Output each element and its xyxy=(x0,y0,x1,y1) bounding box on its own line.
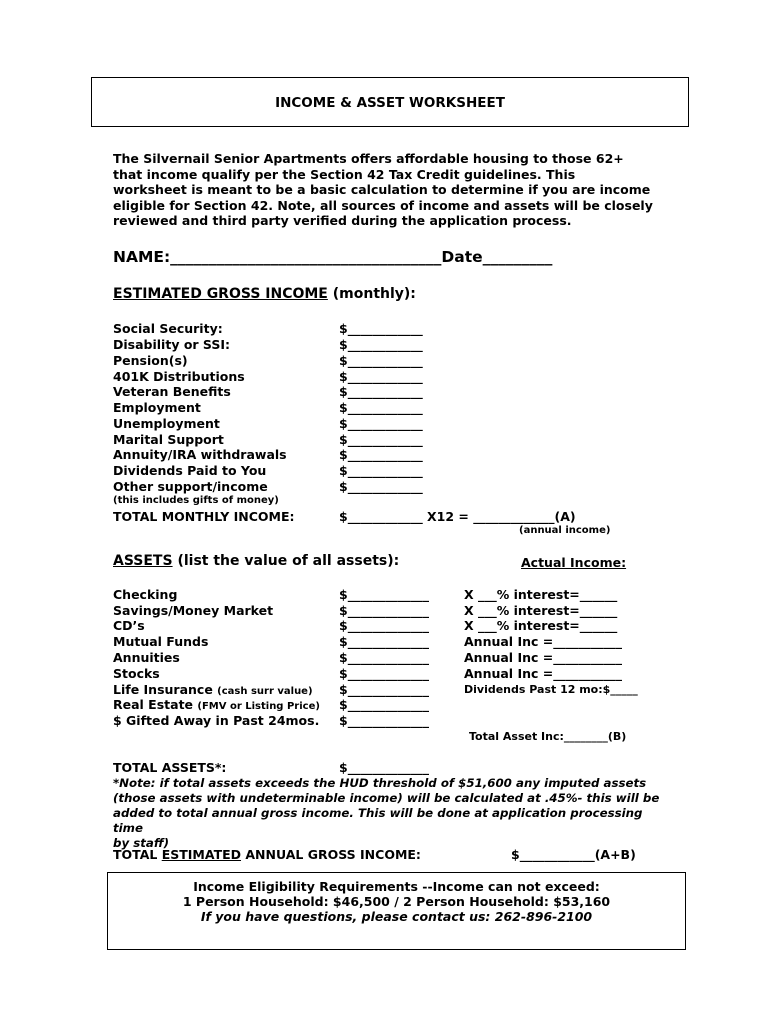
asset-field-mutual-funds[interactable]: $_____________ xyxy=(339,634,429,649)
asset-label-text: Checking xyxy=(113,587,178,602)
note-line: *Note: if total assets exceeds the HUD threshold of $51,600 any imputed assets xyxy=(113,776,647,790)
income-label-veteran: Veteran Benefits xyxy=(113,384,231,399)
asset-field-savings[interactable]: $_____________ xyxy=(339,603,429,618)
assets-heading-title: ASSETS xyxy=(113,553,173,569)
asset-label-life-insurance xyxy=(113,682,313,697)
income-label-dividends: Dividends Paid to You xyxy=(113,463,267,478)
asset-calc-annuities[interactable]: Annual Inc =___________ xyxy=(464,650,622,665)
income-heading-suffix: (monthly): xyxy=(327,286,416,302)
asset-label-real-estate xyxy=(113,697,320,712)
grand-total-label xyxy=(113,847,421,862)
asset-label-text: CD’s xyxy=(113,618,145,633)
asset-label-text: Savings/Money Market xyxy=(113,603,274,618)
income-label-social-security: Social Security: xyxy=(113,321,223,336)
asset-label-stocks xyxy=(113,666,160,681)
asset-label-text: Annuities xyxy=(113,650,180,665)
asset-label-checking xyxy=(113,587,177,602)
name-date-field[interactable]: NAME:___________________________________Date_________ xyxy=(113,248,553,266)
income-field-unemployment[interactable]: $____________ xyxy=(339,416,423,431)
asset-label-cds xyxy=(113,618,145,633)
asset-label-savings xyxy=(113,603,273,618)
total-assets-label: TOTAL ASSETS*: xyxy=(113,760,227,775)
grand-total-underlined: ESTIMATED xyxy=(161,847,242,862)
income-field-employment[interactable]: $____________ xyxy=(339,400,423,415)
intro-line: eligible for Section 42. Note, all sources of income and assets will be closely xyxy=(113,197,653,213)
asset-calc-cds[interactable]: X ___% interest=______ xyxy=(464,618,618,633)
intro-line: worksheet is meant to be a basic calculation to determine if you are income xyxy=(113,182,651,198)
total-monthly-income-label: TOTAL MONTHLY INCOME: xyxy=(113,509,295,524)
asset-label-text: Life Insurance xyxy=(113,682,218,697)
income-label-other-support: Other support/income xyxy=(113,479,268,494)
gifts-note: (this includes gifts of money) xyxy=(113,495,279,506)
asset-calc-savings[interactable]: X ___% interest=______ xyxy=(464,603,618,618)
asset-label-text: $ Gifted Away in Past 24mos. xyxy=(113,713,320,728)
income-label-401k: 401K Distributions xyxy=(113,369,245,384)
income-label-marital-support: Marital Support xyxy=(113,432,224,447)
income-label-unemployment: Unemployment xyxy=(113,416,220,431)
actual-income-heading: Actual Income: xyxy=(521,555,627,570)
asset-calc-dividends[interactable]: Dividends Past 12 mo:$_____ xyxy=(464,683,638,696)
income-label-pension: Pension(s) xyxy=(113,353,188,368)
grand-total-prefix: TOTAL xyxy=(113,847,162,862)
asset-label-suffix: (cash surr value) xyxy=(217,686,313,697)
assets-heading-suffix: (list the value of all assets): xyxy=(172,553,400,569)
asset-calc-mutual-funds[interactable]: Annual Inc =___________ xyxy=(464,634,622,649)
income-field-other-support[interactable]: $____________ xyxy=(339,479,423,494)
asset-label-text: Mutual Funds xyxy=(113,634,209,649)
income-heading xyxy=(113,286,416,302)
asset-field-life-insurance[interactable]: $_____________ xyxy=(339,682,429,697)
asset-label-suffix: (FMV or Listing Price) xyxy=(197,701,320,712)
grand-total-suffix: ANNUAL GROSS INCOME: xyxy=(241,847,421,862)
asset-field-stocks[interactable]: $_____________ xyxy=(339,666,429,681)
income-label-employment: Employment xyxy=(113,400,201,415)
note-line: (those assets with undeterminable income) will be calculated at .45%- this will be xyxy=(113,791,660,805)
grand-total-field[interactable]: $____________(A+B) xyxy=(511,847,636,862)
contact-info: If you have questions, please contact us: 262-896-2100 xyxy=(200,909,593,924)
asset-calc-checking[interactable]: X ___% interest=______ xyxy=(464,587,618,602)
asset-field-annuities[interactable]: $_____________ xyxy=(339,650,429,665)
income-field-pension[interactable]: $____________ xyxy=(339,353,423,368)
eligibility-box xyxy=(107,872,686,950)
total-asset-income-field[interactable]: Total Asset Inc:________(B) xyxy=(469,730,627,743)
income-field-annuity-ira[interactable]: $____________ xyxy=(339,447,423,462)
note-line: by staff) xyxy=(113,836,170,850)
total-monthly-income-field[interactable]: $____________ X12 = _____________(A) xyxy=(339,509,576,524)
income-field-dividends[interactable]: $____________ xyxy=(339,463,423,478)
income-field-social-security[interactable]: $____________ xyxy=(339,321,423,336)
title-box xyxy=(91,77,689,127)
asset-calc-stocks[interactable]: Annual Inc =___________ xyxy=(464,666,622,681)
income-field-veteran[interactable]: $____________ xyxy=(339,384,423,399)
asset-field-real-estate[interactable]: $_____________ xyxy=(339,697,429,712)
eligibility-limits: 1 Person Household: $46,500 / 2 Person Household: $53,160 xyxy=(182,894,611,909)
annual-income-note: (annual income) xyxy=(519,525,611,536)
asset-field-gifted-away[interactable]: $_____________ xyxy=(339,713,429,728)
note-line: added to total annual gross income. This will be done at application processing time xyxy=(113,806,643,835)
intro-line: reviewed and third party verified during the application process. xyxy=(113,213,572,229)
hud-threshold-note xyxy=(113,776,673,851)
total-assets-field[interactable]: $_____________ xyxy=(339,760,429,775)
asset-label-gifted-away xyxy=(113,713,319,728)
asset-label-annuities xyxy=(113,650,180,665)
asset-field-checking[interactable]: $_____________ xyxy=(339,587,429,602)
income-label-disability: Disability or SSI: xyxy=(113,337,231,352)
income-field-disability[interactable]: $____________ xyxy=(339,337,423,352)
page-title: INCOME & ASSET WORKSHEET xyxy=(275,95,505,111)
income-heading-title: ESTIMATED GROSS INCOME xyxy=(113,286,328,302)
asset-label-mutual-funds xyxy=(113,634,208,649)
asset-field-cds[interactable]: $_____________ xyxy=(339,618,429,633)
income-field-marital-support[interactable]: $____________ xyxy=(339,432,423,447)
income-label-annuity-ira: Annuity/IRA withdrawals xyxy=(113,447,287,462)
asset-label-text: Real Estate xyxy=(113,697,198,712)
eligibility-heading: Income Eligibility Requirements --Income can not exceed: xyxy=(193,879,600,894)
assets-heading xyxy=(113,553,399,569)
income-field-401k[interactable]: $____________ xyxy=(339,369,423,384)
intro-paragraph xyxy=(113,151,673,229)
asset-label-text: Stocks xyxy=(113,666,160,681)
intro-line: that income qualify per the Section 42 Tax Credit guidelines. This xyxy=(113,166,576,182)
intro-line: The Silvernail Senior Apartments offers affordable housing to those 62+ xyxy=(113,151,624,166)
